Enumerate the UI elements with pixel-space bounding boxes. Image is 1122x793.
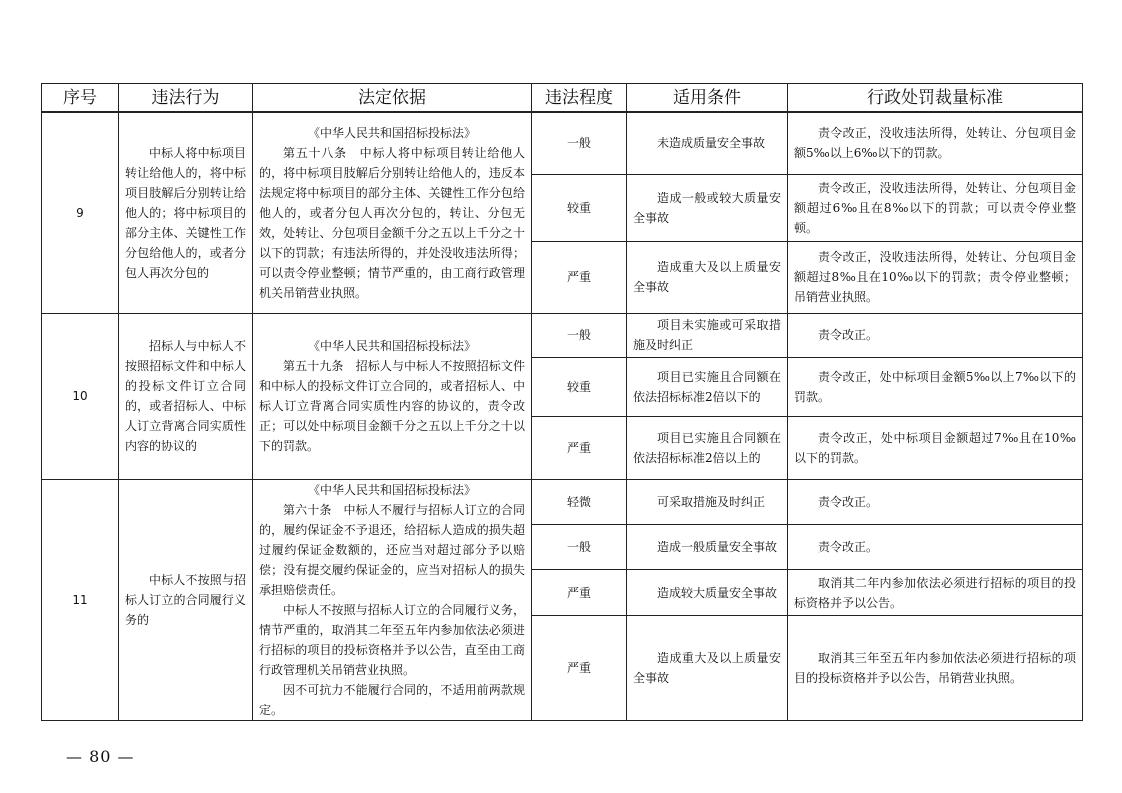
law-paragraph: 第六十条 中标人不履行与招标人订立的合同的，履约保证金不予退还，给招标人造成的损失超过履约保证金数额的，还应当对超过部分予以赔偿；没有提交履约保证金的，应当对招标人的损失承担赔偿责任。 [259,502,525,597]
condition-text: 可采取措施及时纠正 [657,494,766,509]
violation-text: 中标人不按照与招标人订立的合同履行义务的 [119,479,253,720]
penalty-text: 责令改正，没收违法所得，处转让、分包项目金额超过6‰且在8‰以下的罚款；可以责令停业整顿。 [794,180,1076,235]
penalty-standard [788,357,1083,416]
law-paragraph: 第五十八条 中标人将中标项目转让给他人的，将中标项目肢解后分别转让给他人的，违反本法规定将中标项目的部分主体、关键性工作分包给他人的，或者分包人再次分包的，转让、分包无效，处转让、分包项目金额千分之五以上千分之十以下的罚款；有违法所得的，并处没收违法所得；可以责令停业整顿；情节严重的，由工商行政管理机关吊销营业执照。 [259,145,525,300]
condition [627,357,788,416]
severity: 严重 [532,416,627,479]
legal-basis [253,479,532,720]
penalty-text: 取消其二年内参加依法必须进行招标的项目的投标资格并予以公告。 [794,575,1076,610]
penalty-standard [788,479,1083,524]
violation-text: 中标人将中标项目转让给他人的，将中标项目肢解后分别转让给他人的；将中标项目的部分主体、关键性工作分包给他人的，或者分包人再次分包的 [119,112,253,313]
condition-text: 造成一般质量安全事故 [657,539,778,554]
penalty-text: 责令改正，处中标项目金额超过7‰且在10‰以下的罚款。 [794,430,1076,465]
penalty-standard [788,616,1083,720]
severity: 严重 [532,241,627,313]
header-legal-basis: 法定依据 [253,84,532,113]
table-row [42,479,1083,524]
header-violation: 违法行为 [119,84,253,113]
condition-text: 项目已实施且合同额在依法招标标准2倍以下的 [633,369,781,404]
law-title: 《中华人民共和国招标投标法》 [307,339,476,353]
table-row [42,112,1083,174]
penalty-text: 责令改正，没收违法所得，处转让、分包项目金额超过8‰且在10‰以下的罚款；责令停业整顿；吊销营业执照。 [794,250,1076,304]
condition [627,416,788,479]
severity: 一般 [532,524,627,569]
condition-text: 项目已实施且合同额在依法招标标准2倍以上的 [633,430,781,465]
penalty-standard [788,313,1083,357]
header-severity: 违法程度 [532,84,627,113]
penalty-standard [788,174,1083,241]
table-header-row [42,84,1083,113]
penalty-standard [788,241,1083,313]
violation-text: 招标人与中标人不按照招标文件和中标人的投标文件订立合同的，或者招标人、中标人订立背离合同实质性内容的协议的 [119,313,253,479]
penalty-text: 责令改正。 [818,494,879,509]
condition-text: 造成较大质量安全事故 [657,585,778,600]
severity: 严重 [532,570,627,616]
penalty-text: 责令改正，处中标项目金额5‰以上7‰以下的罚款。 [794,369,1076,404]
condition [627,174,788,241]
header-conditions: 适用条件 [627,84,788,113]
condition [627,479,788,524]
penalty-standard [788,570,1083,616]
condition [627,616,788,720]
condition [627,112,788,174]
penalty-standard [788,416,1083,479]
severity: 一般 [532,112,627,174]
condition-text: 未造成质量安全事故 [657,136,766,151]
condition-text: 项目未实施或可采取措施及时纠正 [633,318,781,352]
serial-no: 11 [42,479,119,720]
severity: 较重 [532,357,627,416]
severity: 一般 [532,313,627,357]
law-title: 《中华人民共和国招标投标法》 [307,482,476,497]
legal-basis [253,313,532,479]
penalty-standard [788,524,1083,569]
severity: 轻微 [532,479,627,524]
law-paragraph: 第五十九条 招标人与中标人不按照招标文件和中标人的投标文件订立合同的，或者招标人、中标人订立背离合同实质性内容的协议的，责令改正；可以处中标项目金额千分之五以上千分之十以下的罚款。 [259,359,525,453]
condition-text: 造成重大及以上质量安全事故 [633,650,781,685]
serial-no: 10 [42,313,119,479]
condition [627,570,788,616]
page-number: — 80 — [66,747,135,766]
condition [627,241,788,313]
severity: 严重 [532,616,627,720]
condition [627,313,788,357]
penalty-text: 责令改正。 [818,539,879,554]
header-serial-no: 序号 [42,84,119,113]
penalty-text: 责令改正，没收违法所得，处转让、分包项目金额5‰以上6‰以下的罚款。 [794,126,1076,161]
law-paragraph: 因不可抗力不能履行合同的，不适用前两款规定。 [259,682,525,717]
penalty-text: 取消其三年至五年内参加依法必须进行招标的项目的投标资格并予以公告，吊销营业执照。 [794,650,1076,685]
header-penalty-standard: 行政处罚裁量标准 [788,84,1083,113]
serial-no: 9 [42,112,119,313]
law-paragraph: 中标人不按照与招标人订立的合同履行义务，情节严重的，取消其二年至五年内参加依法必须进行招标的项目的投标资格并予以公告，直至由工商行政管理机关吊销营业执照。 [259,602,525,677]
legal-basis [253,112,532,313]
severity: 较重 [532,174,627,241]
penalty-standards-table [41,83,1083,721]
law-title: 《中华人民共和国招标投标法》 [307,125,476,140]
condition-text: 造成一般或较大质量安全事故 [633,190,781,225]
condition [627,524,788,569]
table-row [42,313,1083,357]
penalty-text: 责令改正。 [818,328,879,342]
condition-text: 造成重大及以上质量安全事故 [633,260,781,294]
penalty-standard [788,112,1083,174]
